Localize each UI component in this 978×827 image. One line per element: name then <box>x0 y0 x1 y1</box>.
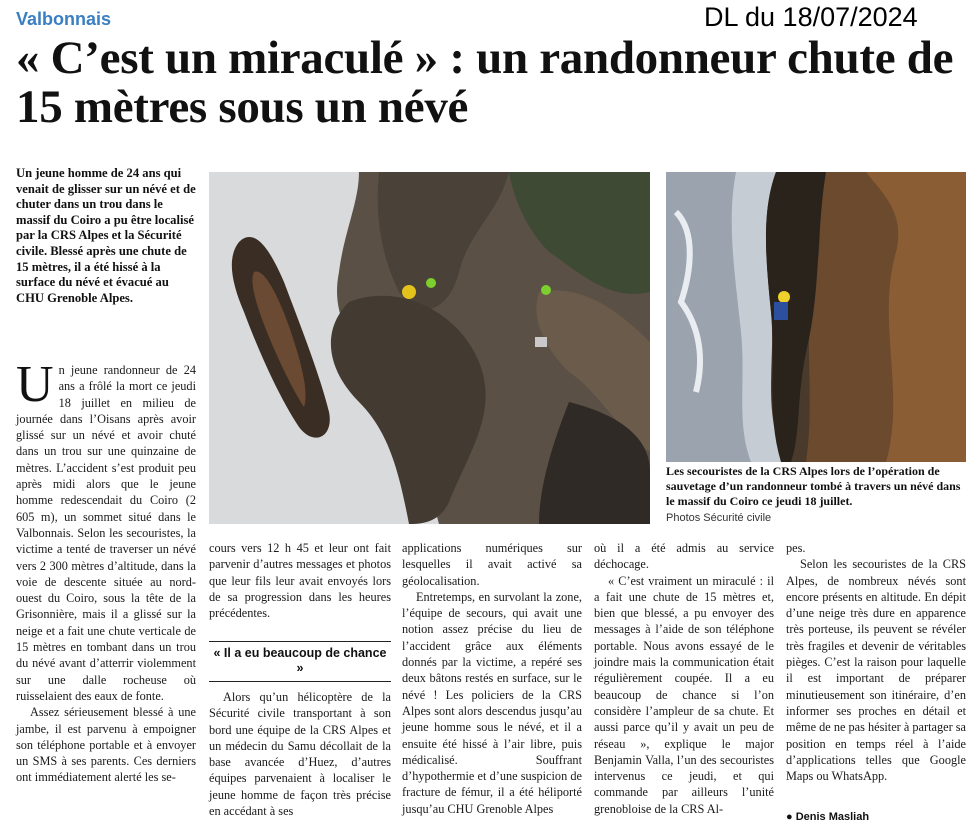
date-stamp: DL du 18/07/2024 <box>704 2 918 32</box>
aerial-photo-illustration <box>209 172 650 524</box>
article-paragraph: pes. <box>786 541 806 555</box>
article-column-3 <box>402 540 582 817</box>
crevasse-rescue-photo <box>666 172 966 462</box>
pull-quote: « Il a eu beaucoup de chance » <box>209 641 391 682</box>
article-column-2 <box>209 540 391 621</box>
article-paragraph: Alors qu’un hélicoptère de la Sécurité civile transportant à son bord une équipe de la CRS Alpes et un médecin du Samu décollait de la base avancée d’Huez, d’autres équipes parvenaient à localiser le jeune homme de façon très précise en accédant à ses <box>209 690 391 819</box>
article-column-4 <box>594 540 774 817</box>
lede: Un jeune homme de 24 ans qui venait de glisser sur un névé et de chuter dans un trou dans le massif du Coiro a pu être localisé par la CRS Alpes et la Sécurité civile. Blessé après une chute de 15 mètres, il a été hissé à la surface du névé et évacué au CHU Grenoble Alpes. <box>16 166 196 305</box>
article-paragraph: Selon les secouristes de la CRS Alpes, de nombreux névés sont encore présents en altitude. En dépit d’une neige très dure en apparence très porteuse, ils peuvent se révéler très fragiles et devenir de véritables pièges. C’est la raison pour laquelle il est important de préparer minutieusement son itinéraire, d’en informer ses proches en détail et même de ne pas hésiter à partager sa position en temps réel à l’aide d’applications telles que Google Maps ou WhatsApp. <box>786 557 966 784</box>
article-paragraph: « C’est vraiment un miraculé : il a fait une chute de 15 mètres et, bien que blessé, a pu envoyer des messages à l’aide de son téléphone portable. Nous avons essayé de le joindre mais la communication était régulièrement coupée. Il a eu beaucoup de chance si l’on considère l’ampleur de sa chute. Et aussi parce qu’il y avait un peu de réseau », explique le major Benjamin Valla, l’un des secouristes intervenus ce jeudi, et qui commande par ailleurs l’unité grenobloise de la CRS Al- <box>594 573 774 816</box>
article-paragraph: cours vers 12 h 45 et leur ont fait parvenir d’autres messages et photos que leur fils leur avait envoyés lors de sa progression dans les heures précédentes. <box>209 541 391 621</box>
article-column-1 <box>16 356 196 786</box>
article-column-2-cont <box>209 689 391 819</box>
author-signature: ● Denis Masliah <box>786 811 870 823</box>
section-kicker: Valbonnais <box>16 9 112 29</box>
article-paragraph <box>16 356 196 704</box>
crevasse-photo-illustration <box>666 172 966 462</box>
photo-caption: Les secouristes de la CRS Alpes lors de l’opération de sauvetage d’un randonneur tombé à travers un névé dans le massif du Coiro ce jeudi 18 juillet. <box>666 464 961 508</box>
headline: « C’est un miraculé » : un randonneur chute de 15 mètres sous un névé <box>16 32 954 133</box>
article-paragraph: Assez sérieusement blessé à une jambe, il est parvenu à empoigner son téléphone portable et à envoyer un SMS à ses parents. Ces derniers ont immédiatement alerté les se- <box>16 705 196 785</box>
aerial-rescue-photo <box>209 172 650 524</box>
article-paragraph: où il a été admis au service déchocage. <box>594 541 774 572</box>
article-paragraph: applications numériques sur lesquelles il avait activé sa géolocalisation. <box>402 541 582 588</box>
paragraph-text: n jeune randonneur de 24 ans a frôlé la mort ce jeudi 18 juillet en milieu de journée dans l’Oisans après avoir glissé sur un névé et avoir chuté dans un trou sur une quinzaine de mètres. L’accident s’est produit peu après midi alors que le jeune homme redescendait du Coiro (2 605 m), un sommet situé dans le Valbonnais. Selon les secouristes, la victime a tenté de traverser un névé vers 2 300 mètres d’altitude, dans la voie de descente située au nord-ouest du Coiro, sous la tête de la Grisonnière, mais il a glissé sur la neige et a fait une chute verticale de 15 mètres en tombant dans un trou du névé avant d’atterrir violemment sur une dalle rocheuse où ruisselaient des eaux de fonte. <box>16 363 196 703</box>
article-column-5 <box>786 540 966 784</box>
photo-credit: Photos Sécurité civile <box>666 512 772 524</box>
dropcap: U <box>16 356 54 413</box>
article-paragraph: Entretemps, en survolant la zone, l’équipe de secours, qui avait une notion assez précise du lieu de l’accident grâce aux éléments donnés par la victime, a repéré ses deux bâtons restés en surface, sur le névé ! Les policiers de la CRS Alpes sont alors descendus jusqu’au jeune homme sous le névé, et il a ensuite été hissé à l’air libre, puis médicalisé. Souffrant d’hypothermie et d’une suspicion de fracture de fémur, il a été héliporté jusqu’au CHU Grenoble Alpes <box>402 589 582 816</box>
